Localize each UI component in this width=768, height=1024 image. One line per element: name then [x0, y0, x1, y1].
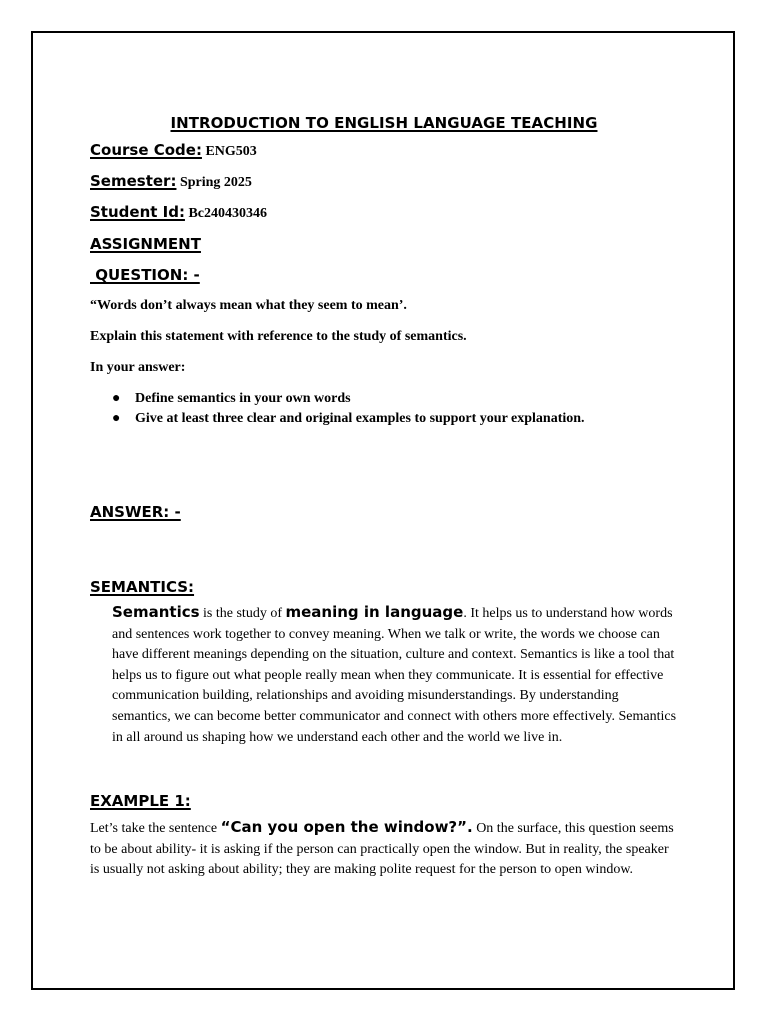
semantics-term: Semantics: [112, 603, 200, 621]
in-your-answer: In your answer:: [90, 360, 186, 375]
example1-heading: EXAMPLE 1:: [90, 792, 191, 810]
semantics-heading: SEMANTICS:: [90, 578, 195, 596]
bullet-text: Define semantics in your own words: [135, 391, 351, 406]
example1-text: On the surface, this question seems to be about ability- it is asking if the person can practically open the window. But in reality, the speaker is usually not asking about ability; they are making polite request for the person to open window.: [90, 821, 674, 878]
example1-sentence: “Can you open the window?”.: [220, 818, 473, 836]
semantics-text2: . It helps us to understand how words and sentences work together to convey meaning. When we talk or write, the words we choose can have different meanings depending on the situation, culture and context. Semantics is like a tool that helps us to figure out what people really mean when they communicate. It is essential for effective communication building, relationships and avoiding misunderstandings. By understanding semantics, we can become better communicator and connect with others more effectively. Semantics in all around us shaping how we understand each other and the world we live in.: [112, 606, 677, 745]
bullet-icon: ●: [112, 391, 121, 406]
course-code-label: Course Code:: [90, 141, 202, 159]
bullet-text: Give at least three clear and original examples to support your explanation.: [135, 411, 585, 426]
assignment-heading: ASSIGNMENT: [90, 235, 201, 253]
list-item: [112, 391, 351, 407]
example1-paragraph: [90, 817, 678, 881]
list-item: [112, 411, 585, 427]
semester-label: Semester:: [90, 172, 177, 190]
semester-value: Spring 2025: [179, 175, 252, 190]
question-heading: QUESTION: -: [90, 266, 200, 284]
question-quote: “Words don’t always mean what they seem to mean’.: [90, 298, 407, 313]
bullet-icon: ●: [112, 411, 121, 426]
student-id-label: Student Id:: [90, 203, 185, 221]
semantics-text1: is the study of: [199, 606, 286, 621]
semantics-paragraph: [112, 602, 680, 748]
answer-heading: ANSWER: -: [90, 503, 181, 521]
course-code-field: [90, 141, 257, 160]
student-id-field: [90, 203, 267, 222]
document-title: INTRODUCTION TO ENGLISH LANGUAGE TEACHING: [170, 114, 598, 132]
semester-field: [90, 172, 252, 191]
question-instruction: Explain this statement with reference to the study of semantics.: [90, 329, 467, 344]
course-code-value: ENG503: [205, 144, 257, 159]
semantics-term2: meaning in language: [285, 603, 464, 621]
example1-lead: Let’s take the sentence: [90, 821, 221, 836]
student-id-value: Bc240430346: [188, 206, 268, 221]
